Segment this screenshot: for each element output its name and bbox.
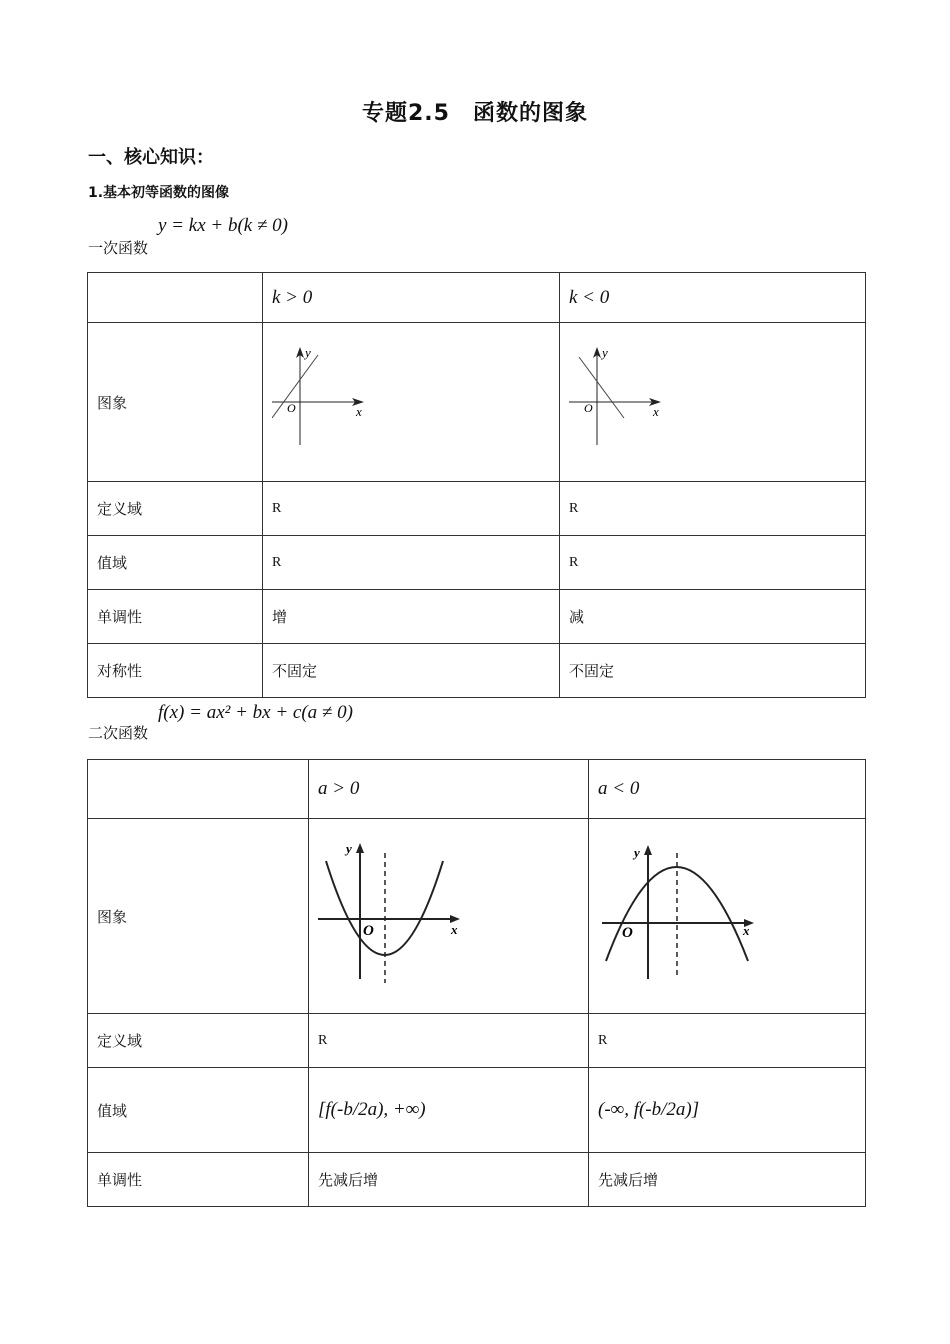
y-axis-label: y: [346, 841, 352, 856]
linear-monotonicity-k-negative: 减: [560, 590, 866, 644]
quadratic-range-a-positive: [f(-b/2a), +∞): [309, 1068, 589, 1153]
parabola-up-graph: [318, 839, 468, 989]
subsection-heading: 1.基本初等函数的图像: [88, 185, 230, 201]
row-label-graph: 图象: [88, 819, 309, 1014]
section-heading: 一、核心知识：: [88, 147, 214, 168]
linear-symmetry-k-negative: 不固定: [560, 644, 866, 698]
quadratic-header-a-positive: a > 0: [309, 760, 589, 819]
origin-label: O: [622, 925, 633, 941]
origin-label: O: [363, 923, 374, 939]
origin-label: O: [287, 401, 296, 415]
row-label-symmetry: 对称性: [88, 644, 263, 698]
page-title: 专题2.5 函数的图象: [362, 101, 588, 126]
parabola-down-graph: [598, 839, 758, 989]
quadratic-graph-upward: [309, 819, 589, 1014]
quadratic-table: [87, 759, 866, 1207]
quadratic-formula: f(x) = ax² + bx + c(a ≠ 0): [158, 702, 353, 723]
x-axis-label: x: [743, 923, 750, 938]
linear-header-k-negative: k < 0: [560, 273, 866, 323]
linear-graph-increasing: [263, 323, 560, 482]
quadratic-monotonicity-a-negative: 先减后增: [589, 1153, 866, 1207]
quadratic-monotonicity-a-positive: 先减后增: [309, 1153, 589, 1207]
quadratic-domain-a-positive: R: [309, 1014, 589, 1068]
row-label-domain: 定义域: [88, 1014, 309, 1068]
row-label-range: 值域: [88, 1068, 309, 1153]
y-axis-label: y: [634, 845, 640, 860]
linear-table: [87, 272, 866, 698]
linear-decreasing-graph: [569, 345, 679, 455]
linear-domain-k-positive: R: [263, 482, 560, 536]
x-axis-label: x: [653, 404, 659, 419]
row-label-domain: 定义域: [88, 482, 263, 536]
linear-graph-decreasing: [560, 323, 866, 482]
linear-range-k-negative: R: [560, 536, 866, 590]
row-label-monotonicity: 单调性: [88, 590, 263, 644]
linear-symmetry-k-positive: 不固定: [263, 644, 560, 698]
y-axis-label: y: [602, 345, 608, 360]
header-empty: [88, 760, 309, 819]
quadratic-domain-a-negative: R: [589, 1014, 866, 1068]
quadratic-range-a-negative: (-∞, f(-b/2a)]: [589, 1068, 866, 1153]
row-label-monotonicity: 单调性: [88, 1153, 309, 1207]
linear-label: 一次函数: [88, 239, 149, 257]
quadratic-label: 二次函数: [88, 724, 149, 742]
row-label-range: 值域: [88, 536, 263, 590]
x-axis-label: x: [356, 404, 362, 419]
linear-increasing-graph: [272, 345, 382, 455]
header-empty: [88, 273, 263, 323]
linear-domain-k-negative: R: [560, 482, 866, 536]
origin-label: O: [584, 401, 593, 415]
linear-header-k-positive: k > 0: [263, 273, 560, 323]
y-axis-label: y: [305, 345, 311, 360]
linear-formula: y = kx + b(k ≠ 0): [158, 215, 288, 236]
quadratic-header-a-negative: a < 0: [589, 760, 866, 819]
quadratic-graph-downward: [589, 819, 866, 1014]
x-axis-label: x: [451, 922, 458, 937]
linear-range-k-positive: R: [263, 536, 560, 590]
row-label-graph: 图象: [88, 323, 263, 482]
linear-monotonicity-k-positive: 增: [263, 590, 560, 644]
